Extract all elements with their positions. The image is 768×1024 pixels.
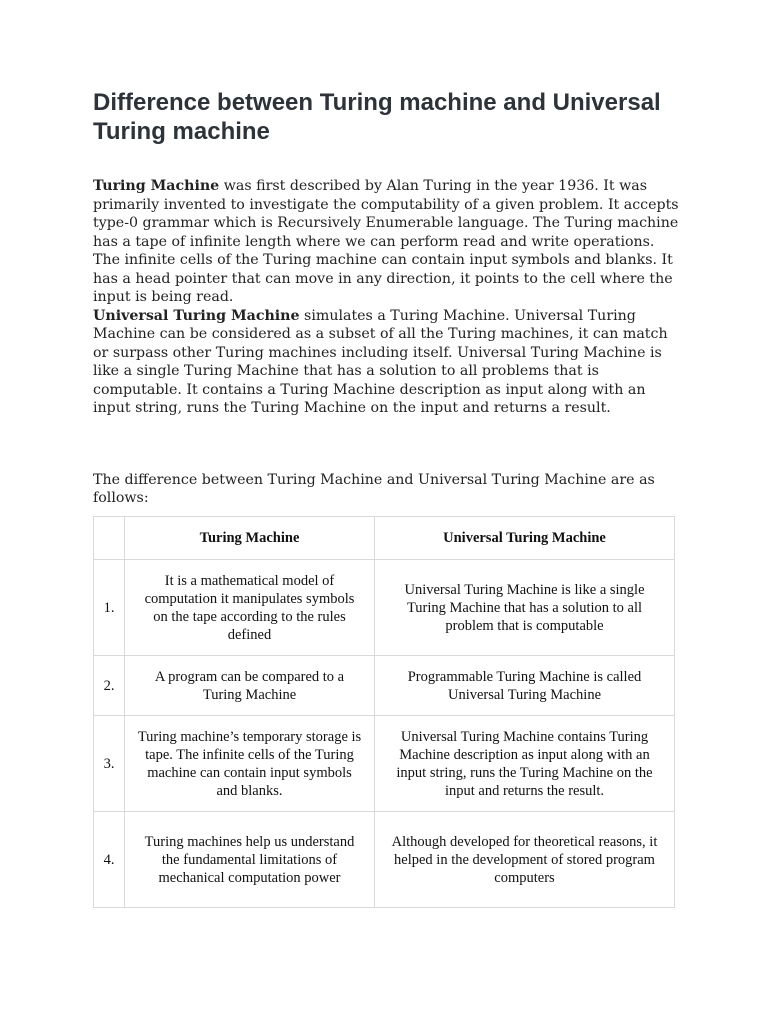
row-number: 1.	[94, 560, 125, 656]
turing-machine-cell: It is a mathematical model of computation it manipulates symbols on the tape according to the rules defined	[125, 560, 375, 656]
table-row	[94, 812, 675, 908]
row-number: 4.	[94, 812, 125, 908]
header-turing-machine: Turing Machine	[125, 517, 375, 560]
header-universal-turing-machine: Universal Turing Machine	[375, 517, 675, 560]
universal-turing-machine-cell: Universal Turing Machine contains Turing Machine description as input along with an input string, runs the Turing Machine on the input and returns the result.	[375, 716, 675, 812]
turing-machine-term: Turing Machine	[93, 178, 220, 194]
row-number: 2.	[94, 656, 125, 716]
universal-turing-machine-term: Universal Turing Machine	[93, 307, 300, 324]
universal-turing-machine-paragraph	[93, 307, 683, 418]
table-row	[94, 656, 675, 716]
table-row	[94, 716, 675, 812]
turing-machine-cell: A program can be compared to a Turing Machine	[125, 656, 375, 716]
turing-machine-description: was first described by Alan Turing in the year 1936. It was primarily invented to investigate the computability of a given problem. It accepts type-0 grammar which is Recursively Enumerable language. The Turing machine has a tape of infinite length where we can perform read and write operations. The infinite cells of the Turing machine can contain input symbols and blanks. It has a head pointer that can move in any direction, it points to the cell where the input is being read.	[93, 178, 679, 305]
difference-intro: The difference between Turing Machine and Universal Turing Machine are as follows:	[93, 471, 655, 506]
turing-machine-paragraph	[93, 177, 683, 307]
universal-turing-machine-cell: Although developed for theoretical reasons, it helped in the development of stored program computers	[375, 812, 675, 908]
page-title: Difference between Turing machine and Universal Turing machine	[93, 89, 661, 145]
universal-turing-machine-cell: Programmable Turing Machine is called Universal Turing Machine	[375, 656, 675, 716]
comparison-table	[93, 516, 675, 908]
row-number: 3.	[94, 716, 125, 812]
table-row	[94, 560, 675, 656]
turing-machine-cell: Turing machines help us understand the fundamental limitations of mechanical computation power	[125, 812, 375, 908]
document-page	[93, 88, 683, 508]
table-header-row	[94, 517, 675, 560]
turing-machine-cell: Turing machine’s temporary storage is tape. The infinite cells of the Turing machine can contain input symbols and blanks.	[125, 716, 375, 812]
universal-turing-machine-description: simulates a Turing Machine. Universal Turing Machine can be considered as a subset of all the Turing machines, it can match or surpass other Turing machines including itself. Universal Turing Machine is like a single Turing Machine that has a solution to all problems that is computable. It contains a Turing Machine description as input along with an input string, runs the Turing Machine on the input and returns a result.	[93, 307, 668, 416]
universal-turing-machine-cell: Universal Turing Machine is like a single Turing Machine that has a solution to all problem that is computable	[375, 560, 675, 656]
header-number	[94, 517, 125, 560]
